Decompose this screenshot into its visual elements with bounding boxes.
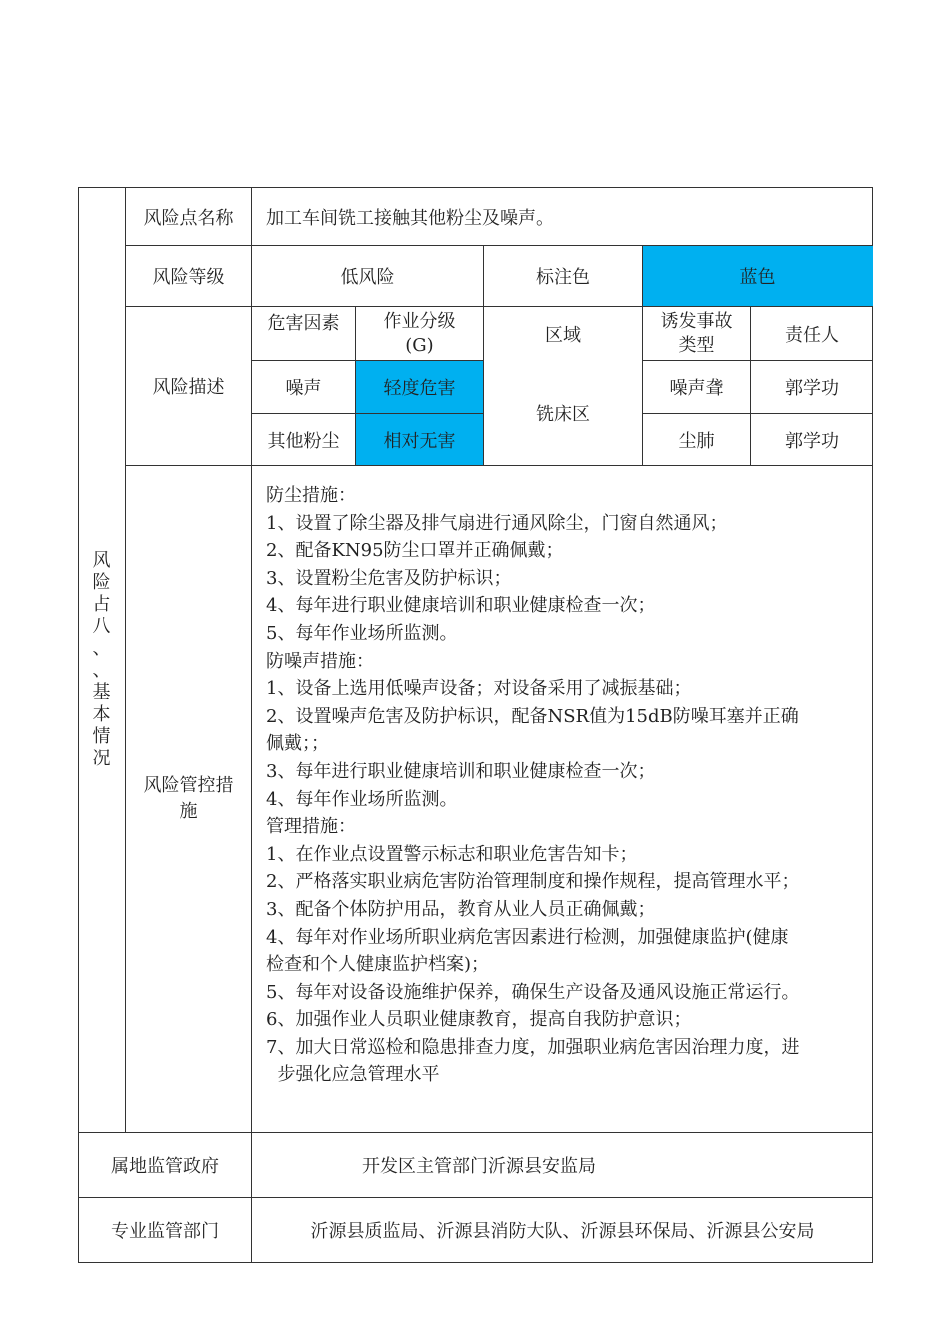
measure-line: 4、每年作业场所监测。 (266, 788, 458, 810)
gov-label: 属地监管政府 (111, 1156, 219, 1177)
measure-line: 1、在作业点设置警示标志和职业危害告知卡； (266, 843, 638, 865)
section-label: 风 险 占 八 、 、 基 本 情 况 (92, 550, 111, 769)
measure-line: 5、每年作业场所监测。 (266, 622, 458, 644)
measure-line: 1、设置了除尘器及排气扇进行通风除尘，门窗自然通风； (266, 512, 728, 534)
level-label: 风险等级 (152, 267, 225, 288)
measure-line: 4、每年进行职业健康培训和职业健康检查一次； (266, 595, 656, 617)
measure-line: 2、严格落实职业病危害防治管理制度和操作规程，提高管理水平； (266, 871, 800, 893)
dept-label: 专业监管部门 (111, 1221, 219, 1242)
name-label: 风险点名称 (143, 207, 234, 229)
measure-line: 4、每年对作业场所职业病危害因素进行检测，加强健康监护(健康 (266, 926, 789, 948)
gov-value: 开发区主管部门沂源县安监局 (362, 1156, 596, 1177)
owner-dust: 郭学功 (785, 430, 839, 452)
measure-line: 7、加大日常巡检和隐患排查力度，加强职业病危害因治理力度，进 (266, 1036, 800, 1058)
hazard-noise: 噪声 (285, 378, 322, 399)
measure-line: 佩戴；； (266, 733, 329, 755)
measure-line: 防尘措施： (266, 485, 356, 506)
header-hazard: 危害因素 (267, 313, 340, 334)
measure-line: 2、设置噪声危害及防护标识，配备NSR值为15dB防噪耳塞并正确 (266, 705, 799, 727)
measure-line: 检查和个人健康监护档案)； (266, 954, 490, 976)
mark-color-label: 标注色 (536, 267, 590, 288)
mark-color-value: 蓝色 (739, 267, 776, 288)
accident-dust: 尘肺 (678, 430, 715, 452)
accident-noise: 噪声聋 (669, 378, 724, 399)
measure-line: 3、每年进行职业健康培训和职业健康检查一次； (266, 760, 656, 782)
measure-line: 3、设置粉尘危害及防护标识； (266, 567, 512, 589)
measure-line: 步强化应急管理水平 (266, 1064, 440, 1086)
measure-line: 3、配备个体防护用品，教育从业人员正确佩戴； (266, 898, 656, 920)
desc-label: 风险描述 (152, 377, 225, 398)
owner-noise: 郭学功 (785, 378, 839, 399)
header-area: 区域 (545, 324, 581, 346)
grid-line (251, 187, 252, 1263)
measure-line: 管理措施： (266, 816, 356, 838)
measure-line: 防噪声措施： (266, 650, 374, 672)
grade-noise: 轻度危害 (383, 378, 456, 399)
hazard-dust: 其他粉尘 (267, 430, 340, 452)
header-grade: 作业分级 (G) (383, 310, 456, 356)
measures-label: 风险管控措 施 (143, 775, 234, 822)
grade-dust: 相对无害 (383, 430, 456, 452)
measures-text (266, 482, 872, 1089)
area-value: 铣床区 (536, 404, 590, 425)
measure-line: 6、加强作业人员职业健康教育，提高自我防护意识； (266, 1009, 692, 1031)
header-accident: 诱发事故 类型 (660, 310, 733, 356)
header-owner: 责任人 (785, 324, 839, 346)
name-value: 加工车间铣工接触其他粉尘及噪声。 (266, 207, 554, 229)
measure-line: 2、配备KN95防尘口罩并正确佩戴； (266, 540, 564, 562)
measure-line: 5、每年对设备设施维护保养，确保生产设备及通风设施正常运行。 (266, 981, 800, 1003)
level-value: 低风险 (340, 267, 395, 288)
dept-value: 沂源县质监局、沂源县消防大队、沂源县环保局、沂源县公安局 (310, 1221, 815, 1242)
measure-line: 1、设备上选用低噪声设备；对设备采用了减振基础； (266, 678, 692, 700)
